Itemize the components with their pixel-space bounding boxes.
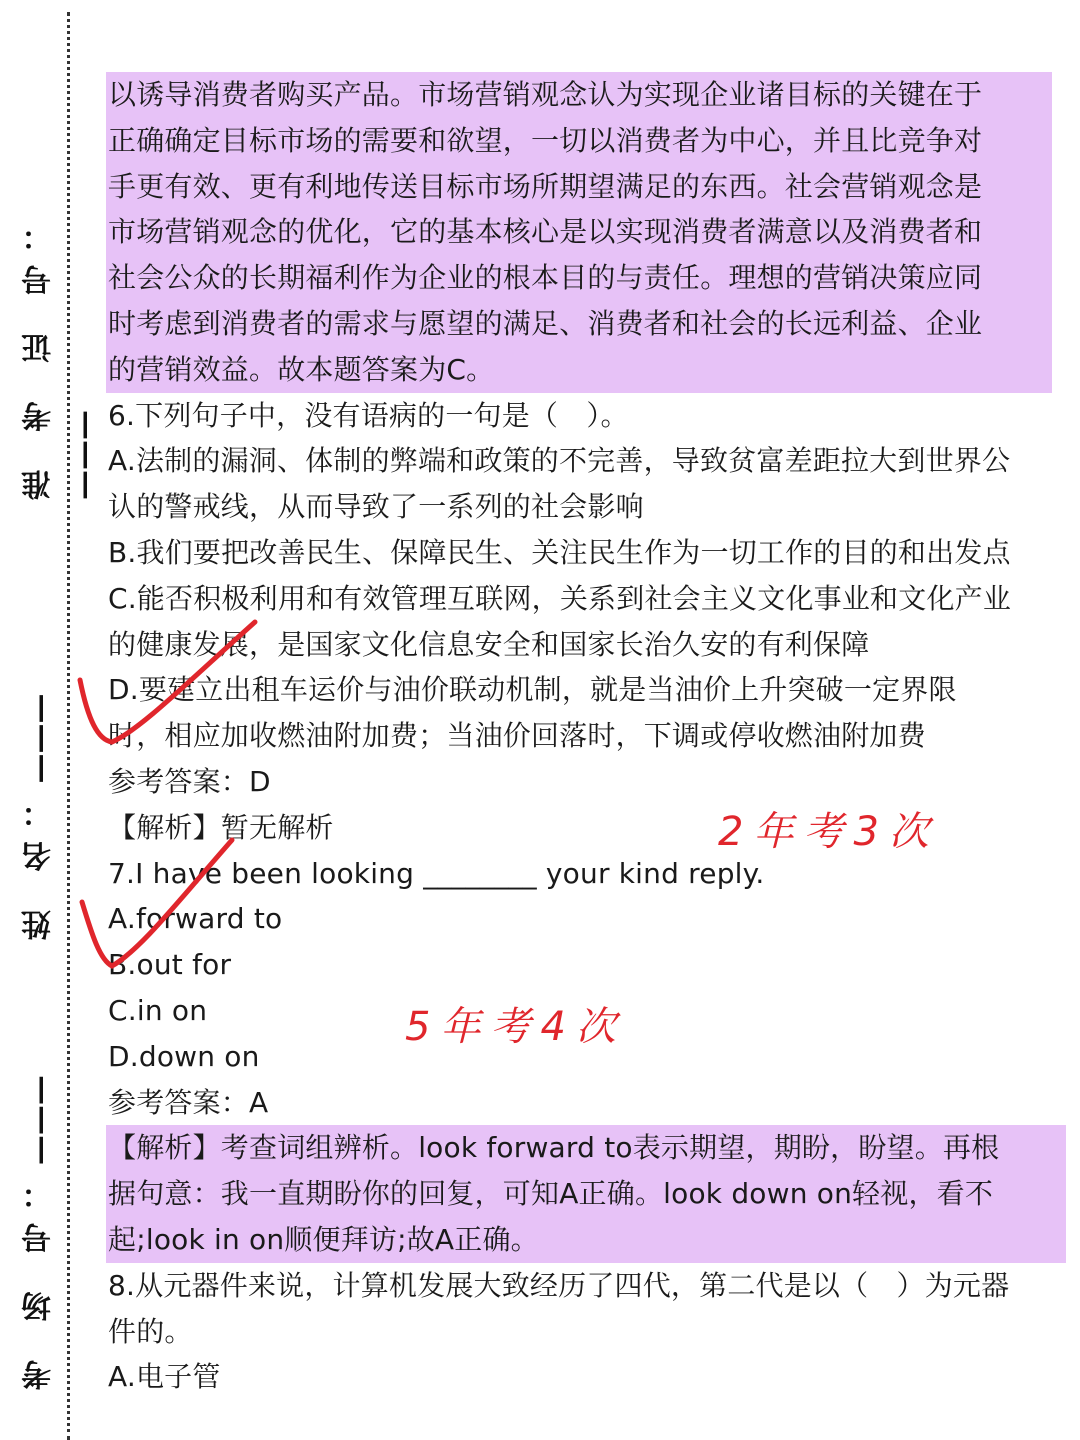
q6-option-a-cont: 认的警戒线，从而导致了一系列的社会影响 [108,490,644,524]
q7-explanation-line: 【解析】考查词组辨析。look forward to表示期望，期盼，盼望。再根 [108,1131,1000,1165]
q5-explanation-line: 的营销效益。故本题答案为C。 [108,352,495,386]
q5-explanation-line: 市场营销观念的优化，它的基本核心是以实现消费者满意以及消费者和 [108,215,983,249]
question-content [108,72,1074,1400]
q7-explanation-line: 据句意：我一直期盼你的回复，可知A正确。look down on轻视，看不 [108,1177,994,1211]
q7-explanation-highlight [106,1125,1066,1262]
q8-question: 8.从元器件来说，计算机发展大致经历了四代，第二代是以（ ）为元器 [108,1268,1010,1302]
q6-option-c-cont: 的健康发展，是国家文化信息安全和国家长治久安的有利保障 [108,627,870,661]
q8-question-cont: 件的。 [108,1314,193,1348]
q6-explanation: 【解析】暂无解析 [108,810,334,844]
q5-explanation-line: 手更有效、更有利地传送目标市场所期望满足的东西。社会营销观念是 [108,169,983,203]
q7-handwritten-note: 5年考4次 [405,1004,626,1050]
q5-explanation-line: 以诱导消费者购买产品。市场营销观念认为实现企业诸目标的关键在于 [108,78,983,111]
q5-explanation-line: 时考虑到消费者的需求与愿望的满足、消费者和社会的长远利益、企业 [108,306,983,340]
q6-option-a: A.法制的漏洞、体制的弊端和政策的不完善，导致贫富差距拉大到世界公 [108,444,1011,478]
exam-id-label: 准 考 证 号： ——— [22,206,101,500]
q7-option-a: A.forward to [108,902,283,936]
q7-question: 7.I have been looking ________ your kind reply. [108,856,765,890]
q7-explanation-line: 起;look in on顺便拜访;故A正确。 [108,1222,539,1256]
q7-option-b: B.out for [108,948,232,982]
q8-option-a: A.电子管 [108,1360,221,1394]
q6-option-c: C.能否积极利用和有效管理互联网，关系到社会主义文化事业和文化产业 [108,581,1012,615]
q6-handwritten-note: 2年考3次 [718,809,939,855]
q7-answer: 参考答案：A [108,1085,269,1119]
binding-dotted-line [67,12,70,1440]
name-label: 姓 名：——— [22,693,57,940]
q7-option-d: D.down on [108,1039,260,1073]
exam-room-label: 考 场 号：——— [22,1075,57,1390]
q6-option-b: B.我们要把改善民生、保障民生、关注民生作为一切工作的目的和出发点 [108,535,1011,569]
q5-explanation-line: 正确确定目标市场的需要和欲望，一切以消费者为中心，并且比竞争对 [108,123,983,157]
q6-answer: 参考答案：D [108,764,271,798]
q5-explanation-line: 社会公众的长期福利作为企业的根本目的与责任。理想的营销决策应同 [108,261,983,295]
q7-option-c: C.in on [108,993,208,1027]
q6-question: 6.下列句子中，没有语病的一句是（ ）。 [108,398,629,432]
q6-option-d: D.要建立出租车运价与油价联动机制，就是当油价上升突破一定界限 [108,673,957,707]
q5-explanation-highlight [106,72,1052,393]
q6-option-d-cont: 时，相应加收燃油附加费；当油价回落时，下调或停收燃油附加费 [108,719,926,753]
